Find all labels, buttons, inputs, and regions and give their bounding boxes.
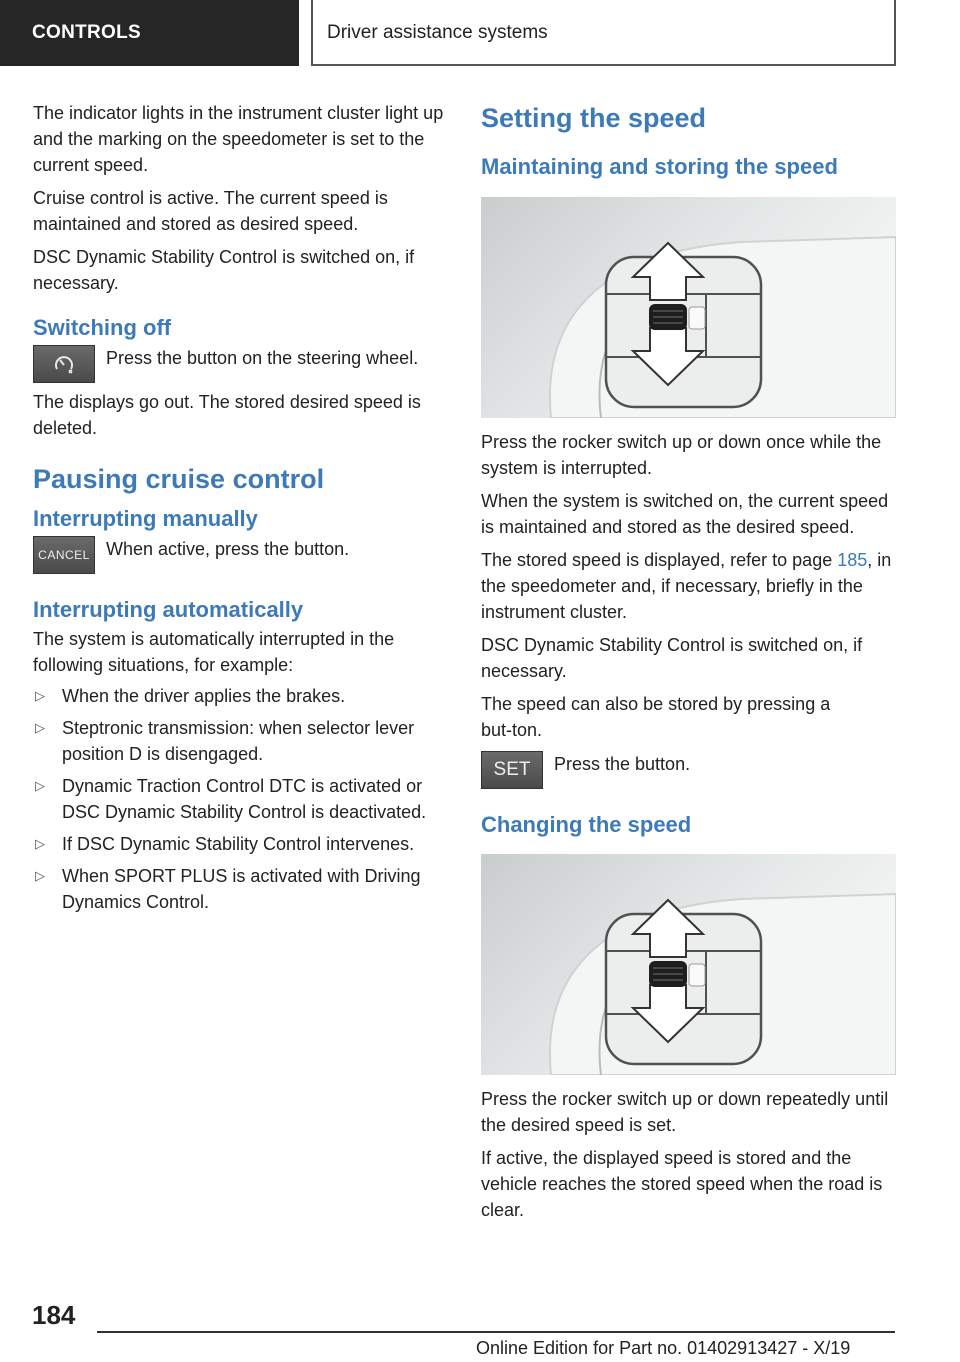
heading-maintaining-speed: Maintaining and storing the speed <box>481 154 838 179</box>
list-item: ▷ Dynamic Traction Control DTC is activated or DSC Dynamic Stability Control is deactivated. <box>33 773 448 825</box>
list-item: ▷ Steptronic transmission: when selector lever position D is disengaged. <box>33 715 448 767</box>
paragraph: The speed can also be stored by pressing a but‑ton. <box>481 694 831 740</box>
cancel-label: CANCEL <box>38 548 90 562</box>
triangle-right-icon: ▷ <box>35 688 45 703</box>
heading-changing-speed: Changing the speed <box>481 812 692 837</box>
paragraph-page-reference: The stored speed is displayed, refer to page 185, in the speedometer and, if necessary, briefly in the instrument cluster. <box>481 550 892 622</box>
paragraph: When the system is switched on, the current speed is maintained and stored as the desired speed. <box>481 491 889 537</box>
paragraph: Press the rocker switch up or down once while the system is interrupted. <box>481 432 882 478</box>
page-link[interactable]: 185 <box>837 550 868 570</box>
chapter-title: Driver assistance systems <box>311 0 896 66</box>
triangle-right-icon: ▷ <box>35 836 45 851</box>
cancel-button-icon <box>33 536 95 574</box>
footer-rule <box>97 1331 895 1333</box>
list-item: ▷ When SPORT PLUS is activated with Driving Dynamics Control. <box>33 863 448 915</box>
set-label: SET <box>493 759 531 780</box>
heading-setting-speed: Setting the speed <box>481 103 707 133</box>
switch-off-row <box>33 345 448 383</box>
cancel-text: When active, press the button. <box>106 539 350 559</box>
set-button-icon <box>481 751 543 789</box>
steering-wheel-rocker-image <box>481 197 896 418</box>
right-column <box>481 100 896 1230</box>
paragraph: The indicator lights in the instrument cluster light up and the marking on the speedometer is set to the current speed. <box>33 103 444 175</box>
switch-off-text: Press the button on the steering wheel. <box>106 348 419 368</box>
heading-switching-off: Switching off <box>33 315 172 340</box>
section-tab: CONTROLS <box>0 0 299 66</box>
heading-interrupting-manually: Interrupting manually <box>33 506 258 531</box>
bullet-list <box>33 683 448 915</box>
page-number: 184 <box>32 1300 76 1330</box>
triangle-right-icon: ▷ <box>35 778 45 793</box>
heading-interrupting-automatically: Interrupting automatically <box>33 597 304 622</box>
heading-pausing: Pausing cruise control <box>33 464 325 494</box>
cruise-control-off-icon <box>33 345 95 383</box>
list-item: ▷ When the driver applies the brakes. <box>33 683 448 709</box>
paragraph: The displays go out. The stored desired speed is deleted. <box>33 392 421 438</box>
set-text: Press the button. <box>554 754 691 774</box>
edition-text: Online Edition for Part no. 01402913427 - X/19 <box>476 1338 851 1358</box>
left-column <box>33 100 448 921</box>
steering-wheel-rocker-image <box>481 854 896 1075</box>
triangle-right-icon: ▷ <box>35 868 45 883</box>
triangle-right-icon: ▷ <box>35 720 45 735</box>
list-item: ▷ If DSC Dynamic Stability Control intervenes. <box>33 831 448 857</box>
set-row <box>481 751 896 789</box>
paragraph: DSC Dynamic Stability Control is switched on, if necessary. <box>33 247 415 293</box>
paragraph: The system is automatically interrupted in the following situations, for example: <box>33 629 395 675</box>
paragraph: Cruise control is active. The current speed is maintained and stored as desired speed. <box>33 188 388 234</box>
cancel-row <box>33 536 448 574</box>
paragraph: DSC Dynamic Stability Control is switched on, if necessary. <box>481 635 863 681</box>
paragraph: If active, the displayed speed is stored and the vehicle reaches the stored speed when the road is clear. <box>481 1148 883 1220</box>
paragraph: Press the rocker switch up or down repeatedly until the desired speed is set. <box>481 1089 889 1135</box>
